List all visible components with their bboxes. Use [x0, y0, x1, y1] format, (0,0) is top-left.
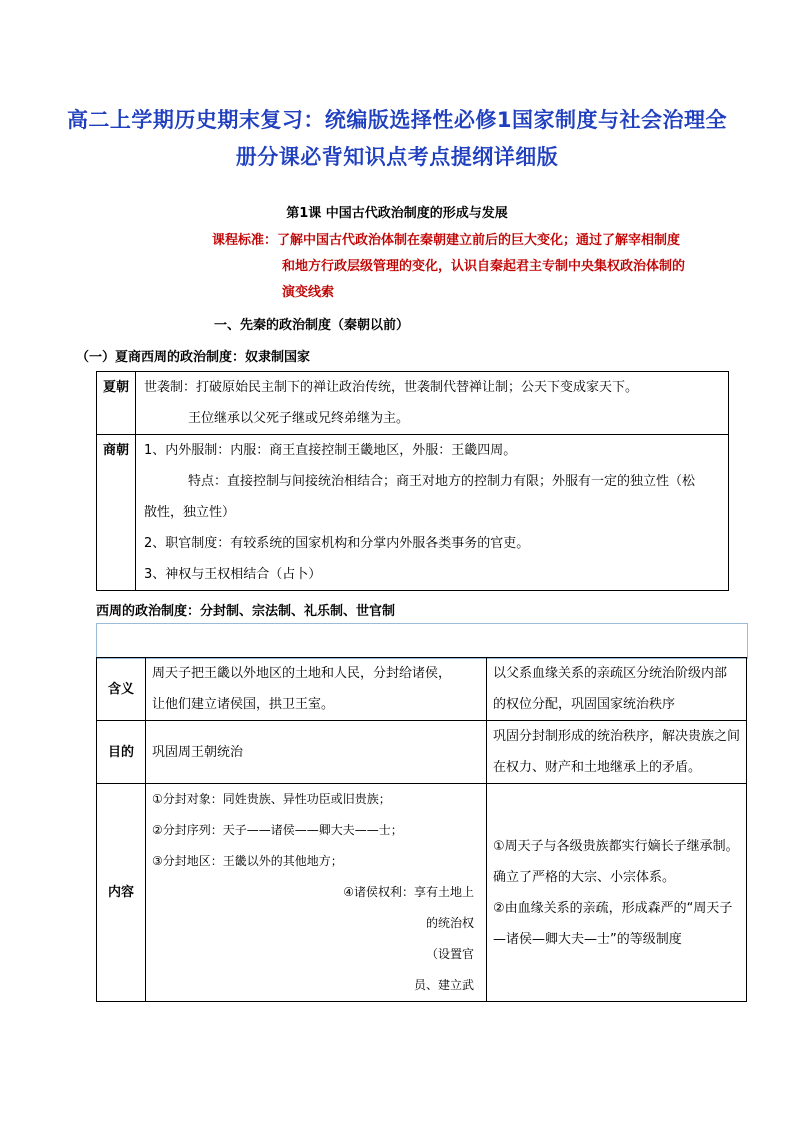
xia-shang-table — [96, 371, 729, 591]
content-left-1: ①分封对象：同姓贵族、异性功臣或旧贵族； — [152, 792, 391, 806]
standard-line-2: 和地方行政层级管理的变化，认识自秦起君主专制中央集权政治体制的 — [282, 259, 686, 274]
cell-purpose-zongfa — [487, 721, 747, 784]
shang-line-3: 散性，独立性） — [144, 505, 236, 520]
shang-line-1: 1、内外服制：内服：商王直接控制王畿地区，外服：王畿四周。 — [144, 443, 517, 458]
row-header-meaning: 含义 — [97, 658, 146, 721]
table-row-xia — [97, 372, 729, 435]
row-header-purpose: 目的 — [97, 721, 146, 784]
subsection-heading-western-zhou: 西周的政治制度：分封制、宗法制、礼乐制、世官制 — [96, 604, 396, 619]
xia-line-2: 王位继承以父死子继或兄终弟继为主。 — [188, 411, 410, 426]
subsection-heading-xia-shang-zhou: （一）夏商西周的政治制度：奴隶制国家 — [76, 350, 311, 365]
content-right-4: —诸侯—卿大夫—士”的等级制度 — [493, 931, 682, 947]
content-left-2: ②分封序列：天子——诸侯——卿大夫——士； — [152, 823, 403, 837]
cell-meaning-fengjian — [146, 658, 487, 721]
content-left-7: 员、建立武 — [413, 978, 474, 992]
xia-line-1: 世袭制：打破原始民主制下的禅让政治传统，世袭制代替禅让制；公天下变成家天下。 — [144, 380, 639, 395]
lesson-heading: 第1课 中国古代政治制度的形成与发展 — [286, 206, 508, 221]
row-header-content: 内容 — [97, 784, 146, 1002]
table-row-content — [97, 784, 747, 1002]
shang-line-4: 2、职官制度：有较系统的国家机构和分掌内外服各类事务的官吏。 — [144, 536, 530, 551]
section-heading-pre-qin: 一、先秦的政治制度（秦朝以前） — [214, 318, 410, 333]
standard-line-3: 演变线索 — [282, 285, 335, 300]
cell-content-fengjian — [146, 784, 487, 1002]
content-right-2: 确立了严格的大宗、小宗体系。 — [493, 869, 676, 885]
shang-line-2: 特点：直接控制与间接统治相结合；商王对地方的控制力有限；外服有一定的独立性（松 — [188, 474, 696, 489]
table-row-shang — [97, 435, 729, 591]
document-title: 高二上学期历史期末复习：统编版选择性必修1国家制度与社会治理全册分课必背知识点考点提纲详细版 — [66, 108, 728, 169]
content-left-3: ③分封地区：王畿以外的其他地方； — [152, 854, 343, 868]
content-left-4: ④诸侯权利：享有土地上 — [343, 885, 474, 899]
cell-meaning-zongfa — [487, 658, 747, 721]
meaning-left-2: 让他们建立诸侯国，拱卫王室。 — [152, 697, 335, 712]
blank-header-box — [96, 623, 748, 659]
cell-content-zongfa — [487, 784, 747, 1002]
meaning-right-1: 以父系血缘关系的亲疏区分统治阶级内部 — [493, 666, 728, 681]
row-header-shang: 商朝 — [97, 435, 136, 591]
shang-line-5: 3、神权与王权相结合（占卜） — [144, 567, 322, 582]
purpose-right-2: 在权力、财产和土地继承上的矛盾。 — [493, 760, 702, 775]
content-left-5: 的统治权 — [425, 916, 474, 930]
cell-xia-content — [136, 372, 729, 435]
meaning-left-1: 周天子把王畿以外地区的土地和人民，分封给诸侯， — [152, 666, 452, 681]
curriculum-standard — [212, 228, 732, 306]
content-right-3: ②由血缘关系的亲疏，形成森严的“周天子 — [493, 900, 733, 916]
purpose-right-1: 巩固分封制形成的统治秩序，解决贵族之间 — [493, 729, 741, 744]
content-left-6: （设置官 — [425, 947, 474, 961]
western-zhou-table — [96, 657, 747, 1002]
table-row-meaning — [97, 658, 747, 721]
cell-purpose-fengjian: 巩固周王朝统治 — [146, 721, 487, 784]
table-row-purpose — [97, 721, 747, 784]
row-header-xia: 夏朝 — [97, 372, 136, 435]
standard-line-1: 课程标准：了解中国古代政治体制在秦朝建立前后的巨大变化；通过了解宰相制度 — [212, 233, 681, 248]
content-right-1: ①周天子与各级贵族都实行嫡长子继承制。 — [493, 838, 739, 854]
meaning-right-2: 的权位分配，巩固国家统治秩序 — [493, 697, 676, 712]
cell-shang-content — [136, 435, 729, 591]
